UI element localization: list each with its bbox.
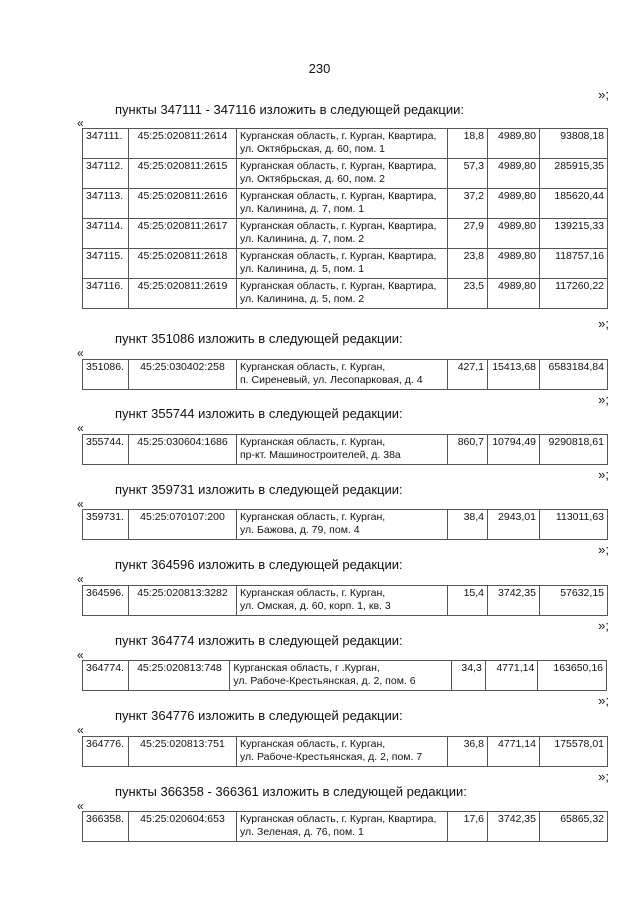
address-line-2: пр-кт. Машиностроителей, д. 38а <box>240 448 401 461</box>
cadastral-value: 9290818,61 <box>540 435 608 465</box>
cadastral-number: 45:25:030402:258 <box>129 360 237 390</box>
amendment-table <box>82 585 608 616</box>
rate: 4989,80 <box>488 249 540 279</box>
area: 23,8 <box>448 249 488 279</box>
section-instruction: пункты 347111 - 347116 изложить в следующей редакции: <box>115 102 464 117</box>
rate: 4771,14 <box>488 737 540 767</box>
address-line-1: Курганская область, г. Курган, Квартира, <box>240 190 437 202</box>
address <box>237 435 448 465</box>
cadastral-number: 45:25:020811:2619 <box>129 279 237 309</box>
cadastral-value: 65865,32 <box>540 812 608 842</box>
row-number: 364596. <box>83 586 129 616</box>
address-line-2: ул. Рабоче-Крестьянская, д. 2, пом. 6 <box>233 674 416 687</box>
cadastral-value: 57632,15 <box>540 586 608 616</box>
address <box>237 249 448 279</box>
address-line-1: Курганская область, г. Курган, <box>240 511 386 523</box>
address <box>237 159 448 189</box>
area: 38,4 <box>448 510 488 540</box>
address-line-2: ул. Зеленая, д. 76, пом. 1 <box>240 825 364 838</box>
address-line-2: ул. Омская, д. 60, корп. 1, кв. 3 <box>240 599 391 612</box>
rate: 15413,68 <box>488 360 540 390</box>
cadastral-value: 117260,22 <box>540 279 608 309</box>
table-row <box>83 661 607 691</box>
rate: 4989,80 <box>488 189 540 219</box>
cadastral-number: 45:25:020813:748 <box>129 661 230 691</box>
row-number: 364776. <box>83 737 129 767</box>
row-number: 347114. <box>83 219 129 249</box>
area: 57,3 <box>448 159 488 189</box>
address <box>237 812 448 842</box>
address-line-2: ул. Калинина, д. 7, пом. 1 <box>240 202 365 215</box>
address-line-2: ул. Калинина, д. 5, пом. 2 <box>240 292 365 305</box>
cadastral-value: 285915,35 <box>540 159 608 189</box>
cadastral-value: 6583184,84 <box>540 360 608 390</box>
closing-quote: »; <box>598 316 609 331</box>
address <box>237 279 448 309</box>
area: 37,2 <box>448 189 488 219</box>
cadastral-value: 139215,33 <box>540 219 608 249</box>
address-line-1: Курганская область, г. Курган, Квартира, <box>240 250 437 262</box>
section-instruction: пункт 351086 изложить в следующей редакции: <box>115 331 403 346</box>
address-line-2: ул. Рабоче-Крестьянская, д. 2, пом. 7 <box>240 750 423 763</box>
address <box>237 189 448 219</box>
table-row <box>83 129 608 159</box>
cadastral-number: 45:25:020811:2618 <box>129 249 237 279</box>
closing-quote: »; <box>598 542 609 557</box>
address <box>237 586 448 616</box>
opening-quote: « <box>77 799 84 813</box>
address <box>237 360 448 390</box>
closing-quote: »; <box>598 618 609 633</box>
address-line-2: п. Сиреневый, ул. Лесопарковая, д. 4 <box>240 373 423 386</box>
area: 427,1 <box>448 360 488 390</box>
area: 860,7 <box>448 435 488 465</box>
cadastral-number: 45:25:020813:751 <box>129 737 237 767</box>
address-line-1: Курганская область, г. Курган, <box>240 738 386 750</box>
area: 15,4 <box>448 586 488 616</box>
address-line-1: Курганская область, г. Курган, Квартира, <box>240 160 437 172</box>
row-number: 347113. <box>83 189 129 219</box>
rate: 3742,35 <box>488 812 540 842</box>
area: 27,9 <box>448 219 488 249</box>
closing-quote: »; <box>598 87 609 102</box>
cadastral-number: 45:25:020811:2614 <box>129 129 237 159</box>
amendment-table <box>82 359 608 390</box>
section-instruction: пункт 364776 изложить в следующей редакции: <box>115 708 403 723</box>
rate: 2943,01 <box>488 510 540 540</box>
address-line-1: Курганская область, г .Курган, <box>233 662 380 674</box>
section-instruction: пункт 364596 изложить в следующей редакции: <box>115 557 403 572</box>
amendment-table <box>82 660 607 691</box>
table-row <box>83 159 608 189</box>
rate: 10794,49 <box>488 435 540 465</box>
closing-quote: »; <box>598 693 609 708</box>
opening-quote: « <box>77 723 84 737</box>
area: 23,5 <box>448 279 488 309</box>
table-row <box>83 586 608 616</box>
cadastral-number: 45:25:020813:3282 <box>129 586 237 616</box>
address-line-1: Курганская область, г. Курган, Квартира, <box>240 280 437 292</box>
address <box>237 510 448 540</box>
row-number: 347116. <box>83 279 129 309</box>
amendment-table <box>82 736 608 767</box>
address-line-2: ул. Октябрьская, д. 60, пом. 1 <box>240 142 386 155</box>
rate: 3742,35 <box>488 586 540 616</box>
opening-quote: « <box>77 116 84 130</box>
opening-quote: « <box>77 497 84 511</box>
address-line-1: Курганская область, г. Курган, Квартира, <box>240 130 437 142</box>
row-number: 347111. <box>83 129 129 159</box>
rate: 4989,80 <box>488 129 540 159</box>
table-row <box>83 249 608 279</box>
address <box>237 737 448 767</box>
address-line-1: Курганская область, г. Курган, Квартира, <box>240 220 437 232</box>
table-row <box>83 189 608 219</box>
cadastral-number: 45:25:020604:653 <box>129 812 237 842</box>
area: 34,3 <box>451 661 485 691</box>
section-instruction: пункт 364774 изложить в следующей редакции: <box>115 633 403 648</box>
cadastral-number: 45:25:030604:1686 <box>129 435 237 465</box>
address-line-1: Курганская область, г. Курган, <box>240 436 386 448</box>
address-line-1: Курганская область, г. Курган, <box>240 587 386 599</box>
row-number: 355744. <box>83 435 129 465</box>
row-number: 366358. <box>83 812 129 842</box>
table-row <box>83 360 608 390</box>
closing-quote: »; <box>598 769 609 784</box>
row-number: 364774. <box>83 661 129 691</box>
table-row <box>83 510 608 540</box>
rate: 4771,14 <box>485 661 538 691</box>
section-instruction: пункт 359731 изложить в следующей редакции: <box>115 482 403 497</box>
cadastral-value: 118757,16 <box>540 249 608 279</box>
opening-quote: « <box>77 346 84 360</box>
cadastral-number: 45:25:020811:2616 <box>129 189 237 219</box>
amendment-table <box>82 434 608 465</box>
cadastral-value: 93808,18 <box>540 129 608 159</box>
table-row <box>83 435 608 465</box>
row-number: 347115. <box>83 249 129 279</box>
address <box>237 219 448 249</box>
address-line-1: Курганская область, г. Курган, Квартира, <box>240 813 437 825</box>
amendment-table <box>82 128 608 309</box>
closing-quote: »; <box>598 467 609 482</box>
address <box>237 129 448 159</box>
opening-quote: « <box>77 572 84 586</box>
table-row <box>83 812 608 842</box>
address-line-2: ул. Калинина, д. 7, пом. 2 <box>240 232 365 245</box>
cadastral-value: 185620,44 <box>540 189 608 219</box>
closing-quote: »; <box>598 392 609 407</box>
table-row <box>83 279 608 309</box>
page-number: 230 <box>308 61 331 76</box>
amendment-table <box>82 811 608 842</box>
row-number: 347112. <box>83 159 129 189</box>
row-number: 359731. <box>83 510 129 540</box>
area: 36,8 <box>448 737 488 767</box>
address-line-2: ул. Бажова, д. 79, пом. 4 <box>240 523 360 536</box>
table-row <box>83 219 608 249</box>
address <box>230 661 451 691</box>
cadastral-number: 45:25:020811:2617 <box>129 219 237 249</box>
address-line-1: Курганская область, г. Курган, <box>240 361 386 373</box>
amendment-table <box>82 509 608 540</box>
rate: 4989,80 <box>488 159 540 189</box>
cadastral-value: 163650,16 <box>538 661 607 691</box>
row-number: 351086. <box>83 360 129 390</box>
area: 17,6 <box>448 812 488 842</box>
cadastral-value: 113011,63 <box>540 510 608 540</box>
rate: 4989,80 <box>488 219 540 249</box>
address-line-2: ул. Октябрьская, д. 60, пом. 2 <box>240 172 386 185</box>
rate: 4989,80 <box>488 279 540 309</box>
area: 18,8 <box>448 129 488 159</box>
table-row <box>83 737 608 767</box>
cadastral-number: 45:25:070107:200 <box>129 510 237 540</box>
opening-quote: « <box>77 421 84 435</box>
section-instruction: пункты 366358 - 366361 изложить в следующей редакции: <box>115 784 467 799</box>
cadastral-number: 45:25:020811:2615 <box>129 159 237 189</box>
address-line-2: ул. Калинина, д. 5, пом. 1 <box>240 262 365 275</box>
opening-quote: « <box>77 648 84 662</box>
cadastral-value: 175578,01 <box>540 737 608 767</box>
section-instruction: пункт 355744 изложить в следующей редакции: <box>115 406 403 421</box>
